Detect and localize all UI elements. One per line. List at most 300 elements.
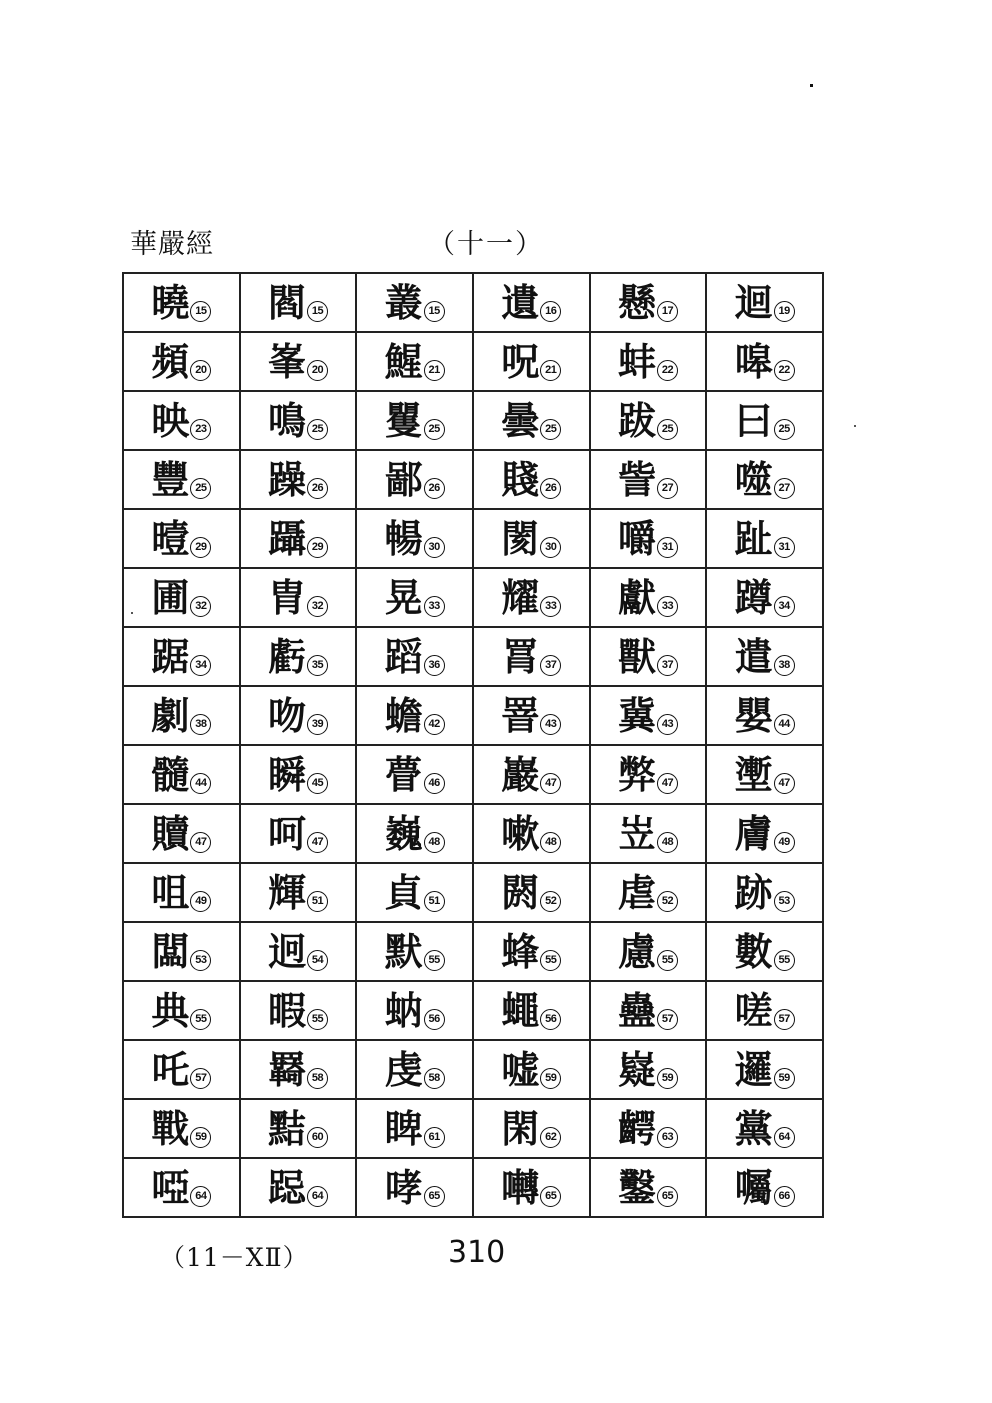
grid-row bbox=[123, 509, 823, 568]
circled-number: 49 bbox=[774, 832, 795, 853]
cell-content bbox=[735, 635, 795, 679]
character: 嚼 bbox=[617, 516, 656, 561]
cell-content bbox=[151, 517, 211, 561]
character: 巖 bbox=[501, 752, 540, 797]
character: 閼 bbox=[501, 870, 540, 915]
circled-number: 58 bbox=[307, 1068, 328, 1089]
cell-content bbox=[501, 989, 561, 1033]
cell-content bbox=[501, 635, 561, 679]
character: 贖 bbox=[151, 811, 190, 856]
character: 虔 bbox=[384, 1047, 423, 1092]
cell-content bbox=[385, 753, 445, 797]
character: 冀 bbox=[617, 693, 656, 738]
cell-content bbox=[385, 281, 445, 325]
grid-cell bbox=[356, 981, 473, 1040]
cell-content bbox=[501, 871, 561, 915]
grid-cell bbox=[590, 1158, 707, 1217]
character: 輝 bbox=[267, 870, 306, 915]
character: 囀 bbox=[501, 1165, 540, 1210]
grid-cell bbox=[473, 981, 590, 1040]
grid-cell bbox=[706, 804, 823, 863]
cell-content bbox=[385, 812, 445, 856]
character: 數 bbox=[734, 929, 773, 974]
grid-cell bbox=[240, 863, 357, 922]
character: 峯 bbox=[267, 339, 306, 384]
grid-cell bbox=[356, 804, 473, 863]
grid-cell bbox=[356, 450, 473, 509]
character: 劇 bbox=[151, 693, 190, 738]
character: 鄙 bbox=[384, 457, 423, 502]
circled-number: 66 bbox=[774, 1186, 795, 1207]
circled-number: 55 bbox=[540, 950, 561, 971]
cell-content bbox=[268, 458, 328, 502]
circled-number: 31 bbox=[657, 537, 678, 558]
character: 鯹 bbox=[384, 339, 423, 384]
character: 岦 bbox=[617, 811, 656, 856]
character: 蚌 bbox=[617, 339, 656, 384]
circled-number: 53 bbox=[190, 950, 211, 971]
cell-content bbox=[268, 1166, 328, 1210]
circled-number: 29 bbox=[307, 537, 328, 558]
cell-content bbox=[501, 694, 561, 738]
character: 睥 bbox=[384, 1106, 423, 1151]
cell-content bbox=[501, 517, 561, 561]
volume-label: （十一） bbox=[428, 229, 544, 260]
cell-content bbox=[151, 989, 211, 1033]
circled-number: 65 bbox=[424, 1186, 445, 1207]
grid-cell bbox=[356, 745, 473, 804]
character: 迴 bbox=[734, 280, 773, 325]
circled-number: 38 bbox=[774, 655, 795, 676]
cell-content bbox=[385, 989, 445, 1033]
circled-number: 59 bbox=[774, 1068, 795, 1089]
circled-number: 25 bbox=[774, 419, 795, 440]
grid-cell bbox=[123, 450, 240, 509]
grid-cell bbox=[356, 1099, 473, 1158]
circled-number: 32 bbox=[190, 596, 211, 617]
character: 吻 bbox=[267, 693, 306, 738]
grid-cell bbox=[123, 627, 240, 686]
grid-cell bbox=[356, 509, 473, 568]
cell-content bbox=[268, 753, 328, 797]
circled-number: 57 bbox=[657, 1009, 678, 1030]
speck-mark bbox=[810, 84, 813, 87]
grid-row bbox=[123, 1099, 823, 1158]
cell-content bbox=[151, 812, 211, 856]
cell-content bbox=[501, 281, 561, 325]
cell-content bbox=[385, 635, 445, 679]
cell-content bbox=[501, 1107, 561, 1151]
grid-cell bbox=[590, 391, 707, 450]
circled-number: 31 bbox=[774, 537, 795, 558]
grid-cell bbox=[123, 863, 240, 922]
cell-content bbox=[268, 694, 328, 738]
cell-content bbox=[268, 576, 328, 620]
circled-number: 15 bbox=[424, 301, 445, 322]
circled-number: 22 bbox=[774, 360, 795, 381]
circled-number: 47 bbox=[190, 832, 211, 853]
grid-cell bbox=[240, 332, 357, 391]
cell-content bbox=[151, 340, 211, 384]
circled-number: 65 bbox=[657, 1186, 678, 1207]
circled-number: 64 bbox=[774, 1127, 795, 1148]
character: 晃 bbox=[384, 575, 423, 620]
character: 虧 bbox=[267, 634, 306, 679]
circled-number: 45 bbox=[307, 773, 328, 794]
grid-cell bbox=[590, 509, 707, 568]
grid-cell bbox=[240, 568, 357, 627]
grid-row bbox=[123, 922, 823, 981]
character: 跡 bbox=[734, 870, 773, 915]
cell-content bbox=[151, 753, 211, 797]
cell-content bbox=[618, 694, 678, 738]
circled-number: 33 bbox=[540, 596, 561, 617]
cell-content bbox=[618, 930, 678, 974]
cell-content bbox=[618, 1107, 678, 1151]
character: 虐 bbox=[617, 870, 656, 915]
character: 貞 bbox=[384, 870, 423, 915]
character: 閑 bbox=[501, 1106, 540, 1151]
cell-content bbox=[618, 989, 678, 1033]
character: 踞 bbox=[151, 634, 190, 679]
character: 矍 bbox=[384, 398, 423, 443]
grid-row bbox=[123, 1040, 823, 1099]
grid-cell bbox=[590, 686, 707, 745]
cell-content bbox=[501, 576, 561, 620]
cell-content bbox=[268, 1048, 328, 1092]
grid-cell bbox=[356, 627, 473, 686]
cell-content bbox=[385, 340, 445, 384]
grid-cell bbox=[590, 922, 707, 981]
grid-cell bbox=[356, 863, 473, 922]
character: 羇 bbox=[267, 1047, 306, 1092]
grid-cell bbox=[706, 863, 823, 922]
grid-row bbox=[123, 332, 823, 391]
cell-content bbox=[501, 1048, 561, 1092]
circled-number: 59 bbox=[190, 1127, 211, 1148]
circled-number: 48 bbox=[540, 832, 561, 853]
cell-content bbox=[151, 1048, 211, 1092]
cell-content bbox=[151, 871, 211, 915]
grid-cell bbox=[590, 450, 707, 509]
character: 弊 bbox=[617, 752, 656, 797]
character: 齶 bbox=[617, 1106, 656, 1151]
character: 吒 bbox=[151, 1047, 190, 1092]
character: 圃 bbox=[151, 575, 190, 620]
circled-number: 35 bbox=[307, 655, 328, 676]
grid-cell bbox=[706, 686, 823, 745]
grid-cell bbox=[706, 627, 823, 686]
cell-content bbox=[735, 930, 795, 974]
circled-number: 39 bbox=[307, 714, 328, 735]
character: 耀 bbox=[501, 575, 540, 620]
cell-content bbox=[735, 1166, 795, 1210]
cell-content bbox=[735, 340, 795, 384]
cell-content bbox=[151, 576, 211, 620]
grid-row bbox=[123, 686, 823, 745]
cell-content bbox=[618, 458, 678, 502]
circled-number: 63 bbox=[657, 1127, 678, 1148]
character: 暢 bbox=[384, 516, 423, 561]
circled-number: 25 bbox=[540, 419, 561, 440]
grid-cell bbox=[123, 922, 240, 981]
cell-content bbox=[385, 1107, 445, 1151]
cell-content bbox=[268, 281, 328, 325]
character: 黠 bbox=[267, 1106, 306, 1151]
cell-content bbox=[618, 281, 678, 325]
character: 嘘 bbox=[501, 1047, 540, 1092]
grid-cell bbox=[240, 450, 357, 509]
circled-number: 57 bbox=[774, 1009, 795, 1030]
grid-cell bbox=[123, 391, 240, 450]
character: 呪 bbox=[501, 339, 540, 384]
cell-content bbox=[151, 694, 211, 738]
grid-cell bbox=[240, 922, 357, 981]
character: 啞 bbox=[151, 1165, 190, 1210]
grid-cell bbox=[240, 686, 357, 745]
character: 哮 bbox=[384, 1165, 423, 1210]
character: 曰 bbox=[734, 398, 773, 443]
cell-content bbox=[268, 812, 328, 856]
character: 囑 bbox=[734, 1165, 773, 1210]
circled-number: 25 bbox=[190, 478, 211, 499]
circled-number: 27 bbox=[657, 478, 678, 499]
cell-content bbox=[618, 399, 678, 443]
cell-content bbox=[735, 517, 795, 561]
character: 闆 bbox=[151, 929, 190, 974]
character: 蠅 bbox=[501, 988, 540, 1033]
grid-cell bbox=[356, 391, 473, 450]
character: 曀 bbox=[151, 516, 190, 561]
character: 邏 bbox=[734, 1047, 773, 1092]
circled-number: 55 bbox=[190, 1009, 211, 1030]
grid-cell bbox=[706, 922, 823, 981]
circled-number: 43 bbox=[540, 714, 561, 735]
grid-row bbox=[123, 1158, 823, 1217]
cell-content bbox=[151, 1107, 211, 1151]
character: 嗥 bbox=[734, 339, 773, 384]
circled-number: 20 bbox=[190, 360, 211, 381]
circled-number: 53 bbox=[774, 891, 795, 912]
grid-cell bbox=[123, 273, 240, 332]
circled-number: 30 bbox=[540, 537, 561, 558]
circled-number: 22 bbox=[657, 360, 678, 381]
cell-content bbox=[151, 281, 211, 325]
cell-content bbox=[618, 1166, 678, 1210]
grid-cell bbox=[356, 922, 473, 981]
character: 嗟 bbox=[734, 988, 773, 1033]
grid-row bbox=[123, 981, 823, 1040]
cell-content bbox=[385, 1048, 445, 1092]
cell-content bbox=[501, 753, 561, 797]
grid-cell bbox=[356, 1158, 473, 1217]
circled-number: 57 bbox=[190, 1068, 211, 1089]
circled-number: 47 bbox=[540, 773, 561, 794]
circled-number: 48 bbox=[424, 832, 445, 853]
cell-content bbox=[735, 281, 795, 325]
grid-cell bbox=[706, 1099, 823, 1158]
grid-cell bbox=[240, 981, 357, 1040]
circled-number: 59 bbox=[540, 1068, 561, 1089]
circled-number: 59 bbox=[657, 1068, 678, 1089]
character: 獸 bbox=[617, 634, 656, 679]
circled-number: 33 bbox=[424, 596, 445, 617]
grid-cell bbox=[473, 745, 590, 804]
character: 蜂 bbox=[501, 929, 540, 974]
cell-content bbox=[501, 458, 561, 502]
circled-number: 56 bbox=[540, 1009, 561, 1030]
circled-number: 26 bbox=[307, 478, 328, 499]
character: 豐 bbox=[151, 457, 190, 502]
circled-number: 36 bbox=[424, 655, 445, 676]
character: 瞬 bbox=[267, 752, 306, 797]
grid-cell bbox=[356, 332, 473, 391]
character: 獻 bbox=[617, 575, 656, 620]
circled-number: 51 bbox=[307, 891, 328, 912]
circled-number: 20 bbox=[307, 360, 328, 381]
grid-cell bbox=[473, 804, 590, 863]
cell-content bbox=[735, 399, 795, 443]
cell-content bbox=[735, 576, 795, 620]
grid-cell bbox=[473, 686, 590, 745]
cell-content bbox=[735, 812, 795, 856]
circled-number: 43 bbox=[657, 714, 678, 735]
circled-number: 34 bbox=[774, 596, 795, 617]
cell-content bbox=[268, 930, 328, 974]
cell-content bbox=[385, 694, 445, 738]
cell-content bbox=[618, 635, 678, 679]
cell-content bbox=[385, 576, 445, 620]
character: 懸 bbox=[617, 280, 656, 325]
cell-content bbox=[151, 635, 211, 679]
cell-content bbox=[735, 1107, 795, 1151]
grid-cell bbox=[706, 745, 823, 804]
grid-cell bbox=[123, 686, 240, 745]
circled-number: 16 bbox=[540, 301, 561, 322]
grid-row bbox=[123, 745, 823, 804]
grid-cell bbox=[473, 568, 590, 627]
grid-cell bbox=[706, 273, 823, 332]
grid-row bbox=[123, 273, 823, 332]
character: 鳴 bbox=[267, 398, 306, 443]
circled-number: 21 bbox=[424, 360, 445, 381]
cell-content bbox=[385, 871, 445, 915]
character: 賤 bbox=[501, 457, 540, 502]
circled-number: 15 bbox=[307, 301, 328, 322]
cell-content bbox=[385, 930, 445, 974]
cell-content bbox=[151, 399, 211, 443]
grid-cell bbox=[473, 332, 590, 391]
grid-cell bbox=[240, 745, 357, 804]
circled-number: 25 bbox=[307, 419, 328, 440]
circled-number: 56 bbox=[424, 1009, 445, 1030]
circled-number: 55 bbox=[307, 1009, 328, 1030]
circled-number: 23 bbox=[190, 419, 211, 440]
cell-content bbox=[735, 1048, 795, 1092]
circled-number: 19 bbox=[774, 301, 795, 322]
character: 蹈 bbox=[384, 634, 423, 679]
cell-content bbox=[151, 458, 211, 502]
circled-number: 48 bbox=[657, 832, 678, 853]
grid-cell bbox=[706, 450, 823, 509]
grid-cell bbox=[590, 1099, 707, 1158]
circled-number: 51 bbox=[424, 891, 445, 912]
grid-cell bbox=[473, 1040, 590, 1099]
circled-number: 54 bbox=[307, 950, 328, 971]
character: 嗽 bbox=[501, 811, 540, 856]
character: 曉 bbox=[151, 280, 190, 325]
grid-cell bbox=[590, 273, 707, 332]
circled-number: 47 bbox=[307, 832, 328, 853]
circled-number: 55 bbox=[774, 950, 795, 971]
grid-cell bbox=[473, 273, 590, 332]
character: 迥 bbox=[267, 929, 306, 974]
grid-cell bbox=[473, 509, 590, 568]
circled-number: 64 bbox=[190, 1186, 211, 1207]
volume-code: （11－XⅡ） bbox=[160, 1243, 309, 1272]
grid-cell bbox=[123, 981, 240, 1040]
circled-number: 64 bbox=[307, 1186, 328, 1207]
character: 罯 bbox=[501, 693, 540, 738]
grid-cell bbox=[123, 568, 240, 627]
cell-content bbox=[268, 517, 328, 561]
grid-cell bbox=[473, 1158, 590, 1217]
character: 遣 bbox=[734, 634, 773, 679]
circled-number: 15 bbox=[190, 301, 211, 322]
grid-cell bbox=[590, 568, 707, 627]
character: 髓 bbox=[151, 752, 190, 797]
circled-number: 46 bbox=[424, 773, 445, 794]
character: 罥 bbox=[501, 634, 540, 679]
circled-number: 21 bbox=[540, 360, 561, 381]
grid-cell bbox=[356, 273, 473, 332]
cell-content bbox=[385, 458, 445, 502]
cell-content bbox=[618, 576, 678, 620]
grid-row bbox=[123, 627, 823, 686]
grid-cell bbox=[473, 863, 590, 922]
cell-content bbox=[735, 458, 795, 502]
circled-number: 26 bbox=[540, 478, 561, 499]
character: 壍 bbox=[734, 752, 773, 797]
character: 典 bbox=[151, 988, 190, 1033]
grid-row bbox=[123, 804, 823, 863]
character: 曇 bbox=[501, 398, 540, 443]
cell-content bbox=[501, 812, 561, 856]
sutra-title: 華嚴經 bbox=[130, 229, 214, 260]
character: 跋 bbox=[617, 398, 656, 443]
circled-number: 61 bbox=[424, 1127, 445, 1148]
character: 閡 bbox=[501, 516, 540, 561]
grid-cell bbox=[706, 568, 823, 627]
circled-number: 25 bbox=[424, 419, 445, 440]
circled-number: 42 bbox=[424, 714, 445, 735]
grid-cell bbox=[123, 509, 240, 568]
grid-cell bbox=[473, 1099, 590, 1158]
grid-cell bbox=[356, 568, 473, 627]
grid-cell bbox=[706, 981, 823, 1040]
circled-number: 52 bbox=[540, 891, 561, 912]
character: 嬰 bbox=[734, 693, 773, 738]
circled-number: 25 bbox=[657, 419, 678, 440]
character: 訾 bbox=[617, 457, 656, 502]
grid-cell bbox=[123, 1158, 240, 1217]
character: 呵 bbox=[267, 811, 306, 856]
circled-number: 44 bbox=[774, 714, 795, 735]
cell-content bbox=[268, 340, 328, 384]
speck-mark bbox=[854, 425, 856, 427]
cell-content bbox=[618, 340, 678, 384]
circled-number: 47 bbox=[657, 773, 678, 794]
